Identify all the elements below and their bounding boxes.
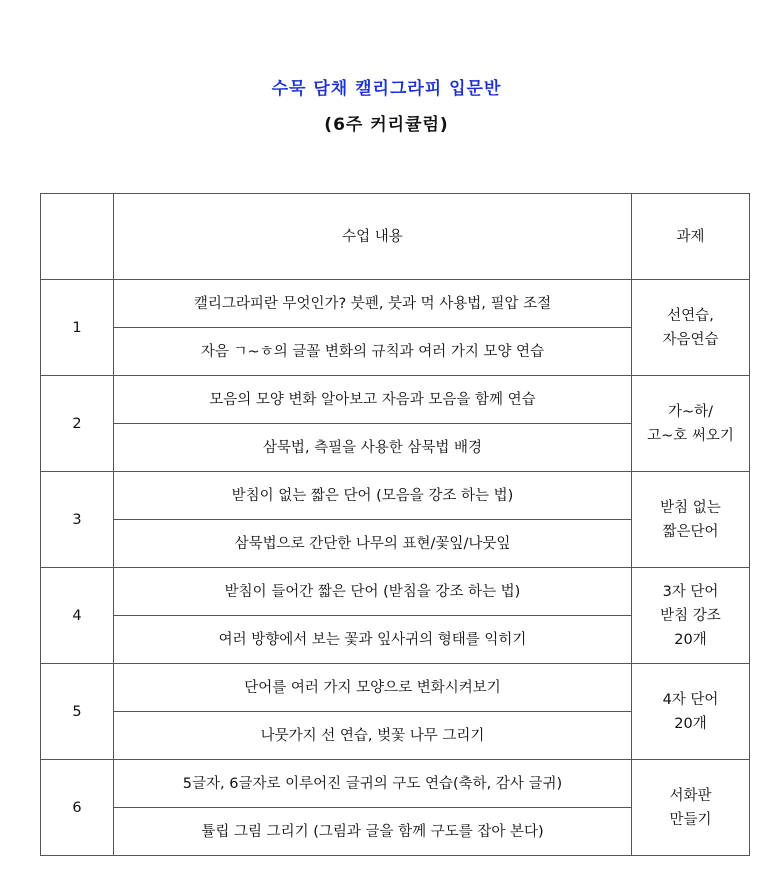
task-line: 받침 강조 (660, 607, 721, 624)
task-line: 고~호 써오기 (647, 427, 734, 444)
header-content: 수업 내용 (114, 194, 632, 280)
task-line: 받침 없는 (660, 499, 721, 516)
document-title: 수묵 담채 캘리그라피 입문반 (271, 79, 502, 99)
task-cell (632, 280, 750, 376)
task-cell (632, 376, 750, 472)
lesson-content: 여러 방향에서 보는 꽃과 잎사귀의 형태를 익히기 (114, 616, 632, 664)
task-line: 자음연습 (662, 331, 719, 348)
task-line: 선연습, (667, 307, 714, 324)
header-task: 과제 (632, 194, 750, 280)
table-row (41, 568, 750, 616)
week-number: 6 (41, 760, 114, 856)
lesson-content: 삼묵법, 측필을 사용한 삼묵법 배경 (114, 424, 632, 472)
lesson-content: 튤립 그림 그리기 (그림과 글을 함께 구도를 잡아 본다) (114, 808, 632, 856)
task-line: 만들기 (669, 811, 712, 828)
task-line: 3자 단어 (662, 583, 719, 600)
week-number: 1 (41, 280, 114, 376)
table-row (41, 472, 750, 520)
table-row (41, 280, 750, 328)
task-line: 20개 (674, 631, 707, 648)
table-row (41, 664, 750, 712)
task-cell (632, 472, 750, 568)
lesson-content: 받침이 없는 짧은 단어 (모음을 강조 하는 법) (114, 472, 632, 520)
table-row (41, 376, 750, 424)
task-line: 짧은단어 (662, 523, 719, 540)
task-line: 20개 (674, 715, 707, 732)
lesson-content: 받침이 들어간 짧은 단어 (받침을 강조 하는 법) (114, 568, 632, 616)
task-line: 서화판 (669, 787, 712, 804)
lesson-content: 5글자, 6글자로 이루어진 글귀의 구도 연습(축하, 감사 글귀) (114, 760, 632, 808)
lesson-content: 단어를 여러 가지 모양으로 변화시켜보기 (114, 664, 632, 712)
week-number: 2 (41, 376, 114, 472)
header-week (41, 194, 114, 280)
document-subtitle: (6주 커리큘럼) (324, 115, 449, 135)
week-number: 4 (41, 568, 114, 664)
lesson-content: 자음 ㄱ~ㅎ의 글꼴 변화의 규칙과 여러 가지 모양 연습 (114, 328, 632, 376)
week-number: 3 (41, 472, 114, 568)
lesson-content: 나뭇가지 선 연습, 벚꽃 나무 그리기 (114, 712, 632, 760)
task-line: 4자 단어 (662, 691, 719, 708)
lesson-content: 캘리그라피란 무엇인가? 붓펜, 붓과 먹 사용법, 필압 조절 (114, 280, 632, 328)
task-cell (632, 664, 750, 760)
lesson-content: 모음의 모양 변화 알아보고 자음과 모음을 함께 연습 (114, 376, 632, 424)
task-cell (632, 568, 750, 664)
week-number: 5 (41, 664, 114, 760)
lesson-content: 삼묵법으로 간단한 나무의 표현/꽃잎/나뭇잎 (114, 520, 632, 568)
task-cell (632, 760, 750, 856)
curriculum-table (40, 193, 750, 856)
table-row (41, 760, 750, 808)
task-line: 가~하/ (667, 403, 714, 420)
table-header-row (41, 194, 750, 280)
